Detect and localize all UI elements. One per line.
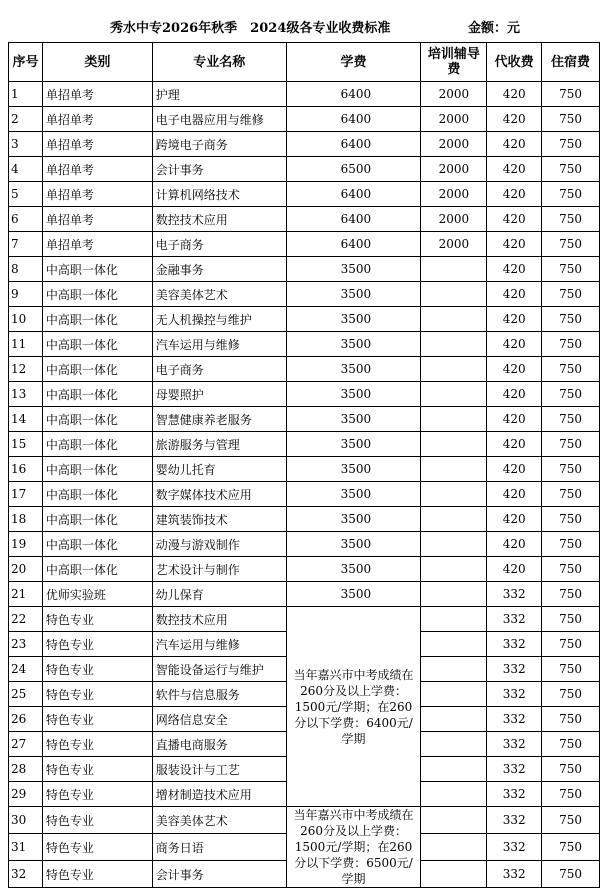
row-category: 中高职一体化	[42, 532, 152, 557]
row-tuition: 3500	[286, 482, 421, 507]
row-agency: 420	[487, 282, 542, 307]
row-dorm: 750	[542, 861, 600, 888]
row-no: 8	[9, 257, 43, 282]
row-training: 2000	[421, 157, 487, 182]
row-training	[421, 582, 487, 607]
row-major: 动漫与游戏制作	[152, 532, 286, 557]
row-training	[421, 632, 487, 657]
row-category: 中高职一体化	[42, 282, 152, 307]
row-agency: 420	[487, 357, 542, 382]
table-row	[9, 507, 600, 532]
table-row	[9, 132, 600, 157]
row-tuition: 3500	[286, 557, 421, 582]
row-agency: 420	[487, 557, 542, 582]
row-dorm: 750	[542, 557, 600, 582]
currency-unit-label: 金额：元	[468, 21, 521, 36]
row-category: 中高职一体化	[42, 432, 152, 457]
row-training	[421, 457, 487, 482]
row-training	[421, 861, 487, 888]
row-training: 2000	[421, 207, 487, 232]
row-agency: 420	[487, 182, 542, 207]
row-major: 电子电器应用与维修	[152, 107, 286, 132]
row-agency: 332	[487, 861, 542, 888]
table-header-row	[9, 43, 600, 82]
row-major: 婴幼儿托育	[152, 457, 286, 482]
row-dorm: 750	[542, 482, 600, 507]
row-category: 单招单考	[42, 232, 152, 257]
row-major: 汽车运用与维修	[152, 632, 286, 657]
row-major: 跨境电子商务	[152, 132, 286, 157]
row-no: 9	[9, 282, 43, 307]
row-agency: 420	[487, 232, 542, 257]
row-category: 特色专业	[42, 782, 152, 807]
row-category: 单招单考	[42, 207, 152, 232]
row-agency: 332	[487, 707, 542, 732]
table-row	[9, 457, 600, 482]
row-dorm: 750	[542, 582, 600, 607]
row-training	[421, 682, 487, 707]
row-agency: 332	[487, 757, 542, 782]
row-major: 直播电商服务	[152, 732, 286, 757]
row-no: 32	[9, 861, 43, 888]
row-tuition: 3500	[286, 282, 421, 307]
row-no: 20	[9, 557, 43, 582]
row-no: 17	[9, 482, 43, 507]
row-agency: 332	[487, 782, 542, 807]
row-agency: 420	[487, 157, 542, 182]
row-agency: 332	[487, 834, 542, 861]
row-category: 单招单考	[42, 132, 152, 157]
row-dorm: 750	[542, 757, 600, 782]
row-dorm: 750	[542, 132, 600, 157]
row-category: 中高职一体化	[42, 482, 152, 507]
row-tuition: 6400	[286, 207, 421, 232]
row-dorm: 750	[542, 432, 600, 457]
row-major: 母婴照护	[152, 382, 286, 407]
row-no: 18	[9, 507, 43, 532]
tuition-rule-note: 当年嘉兴市中考成绩在260分及以上学费：1500元/学期；在260分以下学费：6400元/学期	[286, 607, 421, 807]
row-tuition: 6400	[286, 107, 421, 132]
row-no: 31	[9, 834, 43, 861]
row-category: 特色专业	[42, 834, 152, 861]
row-agency: 420	[487, 457, 542, 482]
row-dorm: 750	[542, 707, 600, 732]
row-tuition: 3500	[286, 307, 421, 332]
row-tuition: 6400	[286, 132, 421, 157]
table-row	[9, 357, 600, 382]
row-agency: 420	[487, 332, 542, 357]
row-agency: 420	[487, 407, 542, 432]
row-dorm: 750	[542, 782, 600, 807]
row-training	[421, 407, 487, 432]
row-dorm: 750	[542, 282, 600, 307]
row-major: 数控技术应用	[152, 207, 286, 232]
header-major: 专业名称	[152, 43, 286, 82]
row-category: 中高职一体化	[42, 257, 152, 282]
row-dorm: 750	[542, 807, 600, 834]
table-row	[9, 107, 600, 132]
row-no: 6	[9, 207, 43, 232]
row-agency: 420	[487, 532, 542, 557]
row-dorm: 750	[542, 657, 600, 682]
row-major: 软件与信息服务	[152, 682, 286, 707]
row-major: 网络信息安全	[152, 707, 286, 732]
table-row	[9, 557, 600, 582]
row-category: 中高职一体化	[42, 407, 152, 432]
row-major: 会计事务	[152, 157, 286, 182]
table-row	[9, 382, 600, 407]
row-major: 美容美体艺术	[152, 282, 286, 307]
row-training	[421, 834, 487, 861]
row-no: 12	[9, 357, 43, 382]
row-dorm: 750	[542, 407, 600, 432]
row-no: 29	[9, 782, 43, 807]
row-dorm: 750	[542, 307, 600, 332]
header-agency: 代收费	[487, 43, 542, 82]
row-no: 3	[9, 132, 43, 157]
row-training	[421, 532, 487, 557]
row-agency: 420	[487, 507, 542, 532]
row-dorm: 750	[542, 357, 600, 382]
document-title: 秀水中专2026年秋季 2024级各专业收费标准	[110, 21, 391, 36]
row-no: 30	[9, 807, 43, 834]
row-major: 无人机操控与维护	[152, 307, 286, 332]
row-tuition: 3500	[286, 382, 421, 407]
row-agency: 420	[487, 432, 542, 457]
row-major: 旅游服务与管理	[152, 432, 286, 457]
row-training	[421, 282, 487, 307]
row-training	[421, 332, 487, 357]
row-dorm: 750	[542, 332, 600, 357]
row-agency: 420	[487, 132, 542, 157]
row-tuition: 6400	[286, 182, 421, 207]
row-category: 特色专业	[42, 607, 152, 632]
row-training	[421, 357, 487, 382]
row-dorm: 750	[542, 382, 600, 407]
table-row	[9, 232, 600, 257]
header-no: 序号	[9, 43, 43, 82]
row-dorm: 750	[542, 507, 600, 532]
row-no: 15	[9, 432, 43, 457]
row-agency: 332	[487, 682, 542, 707]
row-no: 19	[9, 532, 43, 557]
row-no: 5	[9, 182, 43, 207]
row-training: 2000	[421, 107, 487, 132]
row-category: 中高职一体化	[42, 557, 152, 582]
row-agency: 420	[487, 107, 542, 132]
row-agency: 420	[487, 307, 542, 332]
row-category: 优师实验班	[42, 582, 152, 607]
row-dorm: 750	[542, 834, 600, 861]
row-no: 14	[9, 407, 43, 432]
row-no: 2	[9, 107, 43, 132]
row-major: 护理	[152, 82, 286, 107]
row-tuition: 3500	[286, 507, 421, 532]
row-no: 11	[9, 332, 43, 357]
row-no: 21	[9, 582, 43, 607]
row-major: 金融事务	[152, 257, 286, 282]
header-training: 培训辅导费	[421, 43, 487, 82]
row-tuition: 3500	[286, 457, 421, 482]
row-category: 中高职一体化	[42, 307, 152, 332]
row-training	[421, 657, 487, 682]
row-dorm: 750	[542, 257, 600, 282]
row-agency: 332	[487, 732, 542, 757]
row-training	[421, 757, 487, 782]
header-tuition: 学费	[286, 43, 421, 82]
row-category: 特色专业	[42, 657, 152, 682]
row-dorm: 750	[542, 107, 600, 132]
row-major: 幼儿保育	[152, 582, 286, 607]
table-row	[9, 257, 600, 282]
row-agency: 332	[487, 632, 542, 657]
row-dorm: 750	[542, 232, 600, 257]
row-category: 中高职一体化	[42, 507, 152, 532]
row-category: 中高职一体化	[42, 457, 152, 482]
row-training: 2000	[421, 132, 487, 157]
table-row	[9, 807, 600, 834]
row-no: 13	[9, 382, 43, 407]
table-row	[9, 432, 600, 457]
row-major: 增材制造技术应用	[152, 782, 286, 807]
row-dorm: 750	[542, 82, 600, 107]
row-training	[421, 607, 487, 632]
row-category: 单招单考	[42, 182, 152, 207]
row-category: 中高职一体化	[42, 332, 152, 357]
table-row	[9, 182, 600, 207]
row-category: 特色专业	[42, 632, 152, 657]
row-dorm: 750	[542, 182, 600, 207]
row-category: 特色专业	[42, 757, 152, 782]
row-dorm: 750	[542, 457, 600, 482]
row-training	[421, 707, 487, 732]
row-no: 7	[9, 232, 43, 257]
row-no: 22	[9, 607, 43, 632]
row-agency: 420	[487, 257, 542, 282]
row-major: 会计事务	[152, 861, 286, 888]
row-dorm: 750	[542, 732, 600, 757]
row-category: 单招单考	[42, 157, 152, 182]
row-training	[421, 557, 487, 582]
row-major: 汽车运用与维修	[152, 332, 286, 357]
row-major: 数字媒体技术应用	[152, 482, 286, 507]
row-major: 数控技术应用	[152, 607, 286, 632]
table-row	[9, 332, 600, 357]
row-no: 1	[9, 82, 43, 107]
row-training	[421, 382, 487, 407]
row-category: 中高职一体化	[42, 382, 152, 407]
header-category: 类别	[42, 43, 152, 82]
row-major: 美容美体艺术	[152, 807, 286, 834]
row-no: 27	[9, 732, 43, 757]
row-no: 25	[9, 682, 43, 707]
row-no: 10	[9, 307, 43, 332]
row-training: 2000	[421, 232, 487, 257]
row-no: 16	[9, 457, 43, 482]
row-major: 艺术设计与制作	[152, 557, 286, 582]
table-row	[9, 407, 600, 432]
row-dorm: 750	[542, 607, 600, 632]
row-category: 单招单考	[42, 82, 152, 107]
table-row	[9, 207, 600, 232]
row-tuition: 6500	[286, 157, 421, 182]
row-training: 2000	[421, 182, 487, 207]
row-agency: 420	[487, 382, 542, 407]
row-category: 特色专业	[42, 807, 152, 834]
row-tuition: 3500	[286, 407, 421, 432]
row-category: 单招单考	[42, 107, 152, 132]
table-row	[9, 482, 600, 507]
row-tuition: 3500	[286, 582, 421, 607]
row-tuition: 3500	[286, 257, 421, 282]
row-training	[421, 807, 487, 834]
row-training	[421, 732, 487, 757]
row-category: 特色专业	[42, 732, 152, 757]
row-no: 24	[9, 657, 43, 682]
row-no: 28	[9, 757, 43, 782]
row-tuition: 3500	[286, 432, 421, 457]
table-row	[9, 607, 600, 632]
row-category: 特色专业	[42, 682, 152, 707]
row-agency: 332	[487, 657, 542, 682]
row-no: 26	[9, 707, 43, 732]
row-major: 计算机网络技术	[152, 182, 286, 207]
row-tuition: 6400	[286, 82, 421, 107]
tuition-rule-note: 当年嘉兴市中考成绩在260分及以上学费：1500元/学期；在260分以下学费：6500元/学期	[286, 807, 421, 888]
row-training	[421, 507, 487, 532]
row-tuition: 3500	[286, 532, 421, 557]
table-row	[9, 532, 600, 557]
table-body	[9, 82, 600, 888]
row-dorm: 750	[542, 207, 600, 232]
row-agency: 332	[487, 607, 542, 632]
row-category: 特色专业	[42, 861, 152, 888]
row-major: 服装设计与工艺	[152, 757, 286, 782]
row-training	[421, 257, 487, 282]
row-training	[421, 432, 487, 457]
fee-table	[8, 42, 600, 888]
table-row	[9, 582, 600, 607]
row-major: 智能设备运行与维护	[152, 657, 286, 682]
row-dorm: 750	[542, 532, 600, 557]
row-agency: 420	[487, 82, 542, 107]
row-dorm: 750	[542, 157, 600, 182]
row-tuition: 3500	[286, 332, 421, 357]
row-training	[421, 482, 487, 507]
row-agency: 420	[487, 207, 542, 232]
row-agency: 332	[487, 807, 542, 834]
row-dorm: 750	[542, 682, 600, 707]
row-training	[421, 307, 487, 332]
row-training	[421, 782, 487, 807]
table-row	[9, 82, 600, 107]
row-training: 2000	[421, 82, 487, 107]
document-title-bar	[8, 0, 594, 42]
table-row	[9, 157, 600, 182]
row-category: 中高职一体化	[42, 357, 152, 382]
row-major: 电子商务	[152, 357, 286, 382]
row-no: 23	[9, 632, 43, 657]
row-agency: 332	[487, 582, 542, 607]
row-category: 特色专业	[42, 707, 152, 732]
table-row	[9, 282, 600, 307]
row-major: 智慧健康养老服务	[152, 407, 286, 432]
row-agency: 420	[487, 482, 542, 507]
row-tuition: 3500	[286, 357, 421, 382]
row-tuition: 6400	[286, 232, 421, 257]
row-major: 商务日语	[152, 834, 286, 861]
table-row	[9, 307, 600, 332]
row-major: 电子商务	[152, 232, 286, 257]
header-dorm: 住宿费	[542, 43, 600, 82]
row-no: 4	[9, 157, 43, 182]
row-dorm: 750	[542, 632, 600, 657]
row-major: 建筑装饰技术	[152, 507, 286, 532]
